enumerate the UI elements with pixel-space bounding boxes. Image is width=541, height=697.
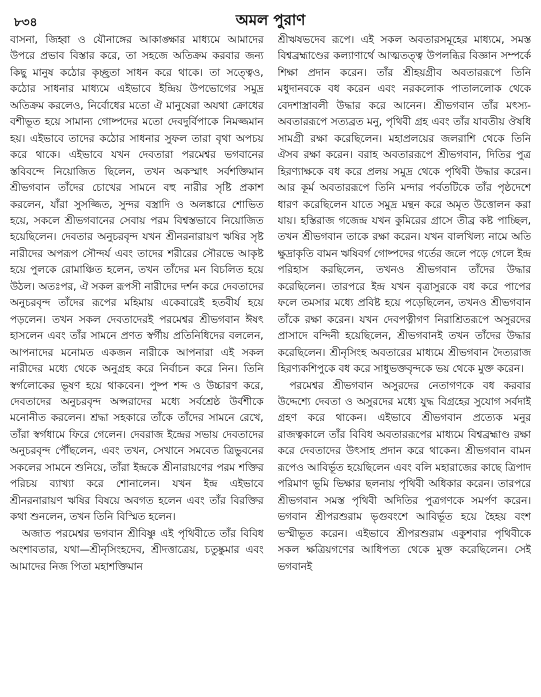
right-paragraph-2: পরমেশ্বর শ্রীভগবান অসুরদের নেতাগণকে বধ করবার উদ্দেশ্যে দেবতা ও অসুরদের মধ্যে যুদ্ধ বিগ্রহের সুযোগ সর্বদাই গ্রহণ করে থাকেন। এইভাবে শ্রীভগবান প্রত্যেক মনুর রাজত্বকালে তাঁর বিবিধ অবতাররূপের মাধ্যমে বিশ্বব্রহ্মাণ্ড রক্ষা করে দেবতাদের উৎসাহ প্রদান করে থাকেন। শ্রীভগবান বামন রূপেও আবির্ভূত হয়েছিলেন এবং বলি মহারাজের কাছে ত্রিপাদ পরিমাণ ভূমি ভিক্ষার ছলনায় পৃথিবী অধিকার করেন। তারপরে শ্রীভগবান সমস্ত পৃথিবী অদিতির পুত্রগণকে সমর্পণ করেন। ভগবান শ্রীপরশুরাম ভৃগুবংশে আবির্ভূত হয়ে হৈহয় বংশ ভস্মীভূত করেন। এইভাবে শ্রীপরশুরাম একুশবার পৃথিবীকে সকল ক্ষত্রিয়গণের আধিপত্য থেকে মুক্ত করেছিলেন। সেই ভগবানই (277, 379, 531, 573)
text-columns (10, 32, 531, 692)
page-number: ৮৩৪ (14, 15, 38, 29)
left-paragraph-2: অজাত পরমেশ্বর ভগবান শ্রীবিষ্ণু এই পৃথিবীতে তাঁর বিবিধ অংশাবতার, যথা—শ্রীনৃসিংহদেব, শ্রীদত্তাত্রেয়, চতুষ্কুমার এবং আমাদের নিজ পিতা মহাশক্তিমান (10, 527, 264, 573)
page-header (10, 6, 531, 32)
right-paragraph-1: শ্রীঋষভদেব রূপে। এই সকল অবতারসমূহের মাধ্যমে, সমস্ত বিশ্বব্রহ্মাণ্ডের কল্যাণার্থে আত্মতত্ত্ব উপলব্ধির বিজ্ঞান সম্পর্কে শিক্ষা প্রদান করেন। তাঁর শ্রীহয়গ্রীব অবতাররূপে তিনি মধুদানবকে বধ করেন এবং নরকলোক পাতাললোক থেকে বেদশাস্ত্রাবলী উদ্ধার করে আনেন। শ্রীভগবান তাঁর মৎস্য-অবতাররূপে সত্যব্রত মনু, পৃথিবী গ্রহ এবং তাঁর যাবতীয় ঔষধি সামগ্রী রক্ষা করেছিলেন। মহাপ্রলয়ের জলরাশি থেকে তিনি ঐসব রক্ষা করেন। বরাহ অবতাররূপে শ্রীভগবান, দিতির পুত্র হিরণ্যাক্ষকে বধ করে প্রলয় সমুদ্র থেকে পৃথিবী উদ্ধার করেন। আর কূর্ম অবতাররূপে তিনি মন্দার পর্বতটিকে তাঁর পৃষ্ঠদেশে ধারণ করেছিলেন যাতে সমুদ্র মন্থন করে অমৃত উত্তোলন করা যায়। হস্তিরাজ গজেন্দ্র যখন কুমিরের গ্রাসে তীব্র কষ্ট পাচ্ছিল, তখন শ্রীভগবান তাকে রক্ষা করেন। যখন বালখিল্য নামে অতি ক্ষুদ্রাকৃতি বামন ঋষিবর্গ গোষ্পদের গর্তের জলে পড়ে গেলে ইন্দ্র পরিহাস করছিলেন, তখনও শ্রীভগবান তাঁদের উদ্ধার করেছিলেন। তারপরে ইন্দ্র যখন বৃত্রাসুরকে বধ করে পাপের ফলে তমসার মধ্যে প্রবিষ্ট হয়ে পড়েছিলেন, তখনও শ্রীভগবান তাঁকে রক্ষা করেন। যখন দেবপত্নীগণ নিরাশ্রিতরূপে অসুরদের প্রাসাদে বন্দিনী হয়েছিলেন, শ্রীভগবানই তখন তাঁদের উদ্ধার করেছিলেন। শ্রীনৃসিংহ অবতারের মাধ্যমে শ্রীভগবান দৈত্যরাজ হিরণ্যকশিপুকে বধ করে সাধুভক্তবৃন্দকে ভয় থেকে মুক্ত করেন। (277, 34, 531, 376)
left-column (10, 32, 264, 692)
right-column (278, 32, 532, 692)
left-paragraph-1: বাসনা, জিহ্বা ও যৌনাঙ্গের আকাঙ্ক্ষার মাধ্যমে আমাদের উপরে প্রভাব বিস্তার করে, তা সহজে অতিক্রম করবার জন্য কিছু মানুষ কঠোর কৃচ্ছ্রতা সাধন করে থাকে। তা সত্ত্বেও, কঠোর সাধনার মাধ্যমে এইভাবে ইন্দ্রিয় উপভোগের সমুদ্র অতিক্রম করলেও, নির্বোধের মতো ঐ মানুষেরা অযথা ক্রোধের বশীভূত হয়ে সামান্য গোষ্পদের মতো দেবদুর্বিপাকে নিমজ্জমান হয়। এইভাবে তাদের কঠোর সাধনার সুফল তারা বৃথা অপচয় করে থাকে। এইভাবে যখন দেবতারা পরমেশ্বর ভগবানের স্তবিবন্দে নিয়োজিত ছিলেন, তখন অকস্মাৎ সর্বশক্তিমান শ্রীভগবান তাঁদের চোখের সামনে বহু নারীর সৃষ্টি প্রকাশ করলেন, যাঁরা সুসজ্জিত, সুন্দর বস্ত্রাদি ও অলঙ্কারে শোভিত হয়ে, সকলে শ্রীভগবানের সেবায় পরম বিশ্বস্তভাবে নিয়োজিত হয়েছিলেন। দেবতার অনুচরবৃন্দ যখন শ্রীনরনারায়ণ ঋষির সৃষ্ট নারীদের অপরূপ সৌন্দর্য এবং তাদের শরীরের সৌরভে আকৃষ্ট হয়ে পুলকে রোমাঞ্চিত হলেন, তখন তাঁদের মন বিচলিত হয়ে উঠল। অতঃপর, ঐ সকল রূপসী নারীদের দর্শন করে দেবতাদের অনুচরবৃন্দ তাঁদের রূপের মহিমায় একেবারেই হতবীর্য হয়ে পড়লেন। তখন সকল দেবতাদেরই পরমেশ্বর শ্রীভগবান ঈষৎ হাসলেন এবং তাঁর সামনে প্রণত স্বর্গীয় প্রতিনিধিদের বললেন, আপনাদের মনোমত একজন নারীকে আপনারা এই সকল নারীদের মধ্যে থেকে অনুগ্রহ করে নির্বাচন করে নিন। তিনি স্বর্গলোকের ভূষণ হয়ে থাকবেন। পুষ্প শব্দ ও উচ্চারণ করে, দেবতাদের অনুচরবৃন্দ অপ্সরাদের মধ্যে সর্বশ্রেষ্ঠ উর্বশীকে মনোনীত করলেন। শ্রদ্ধা সহকারে তাঁকে তাঁদের সামনে রেখে, তাঁরা স্বর্গধামে ফিরে গেলেন। দেবরাজ ইন্দ্রের সভায় দেবতাদের অনুচরবৃন্দ পৌঁছলেন, এবং তখন, সেখানে সমবেত ত্রিভুবনের সকলের সামনে শুনিয়ে, তাঁরা ইন্দ্রকে শ্রীনারায়ণের পরম শক্তির পরিচয় ব্যাখ্যা করে শোনালেন। যখন ইন্দ্র এইভাবে শ্রীনরনারায়ণ ঋষির বিষয়ে অবগত হলেন এবং তাঁর বিরক্তির কথা শুনলেন, তখন তিনি বিস্মিত হলেন। (10, 34, 264, 524)
running-title: অমল পুরাণ (235, 11, 306, 29)
